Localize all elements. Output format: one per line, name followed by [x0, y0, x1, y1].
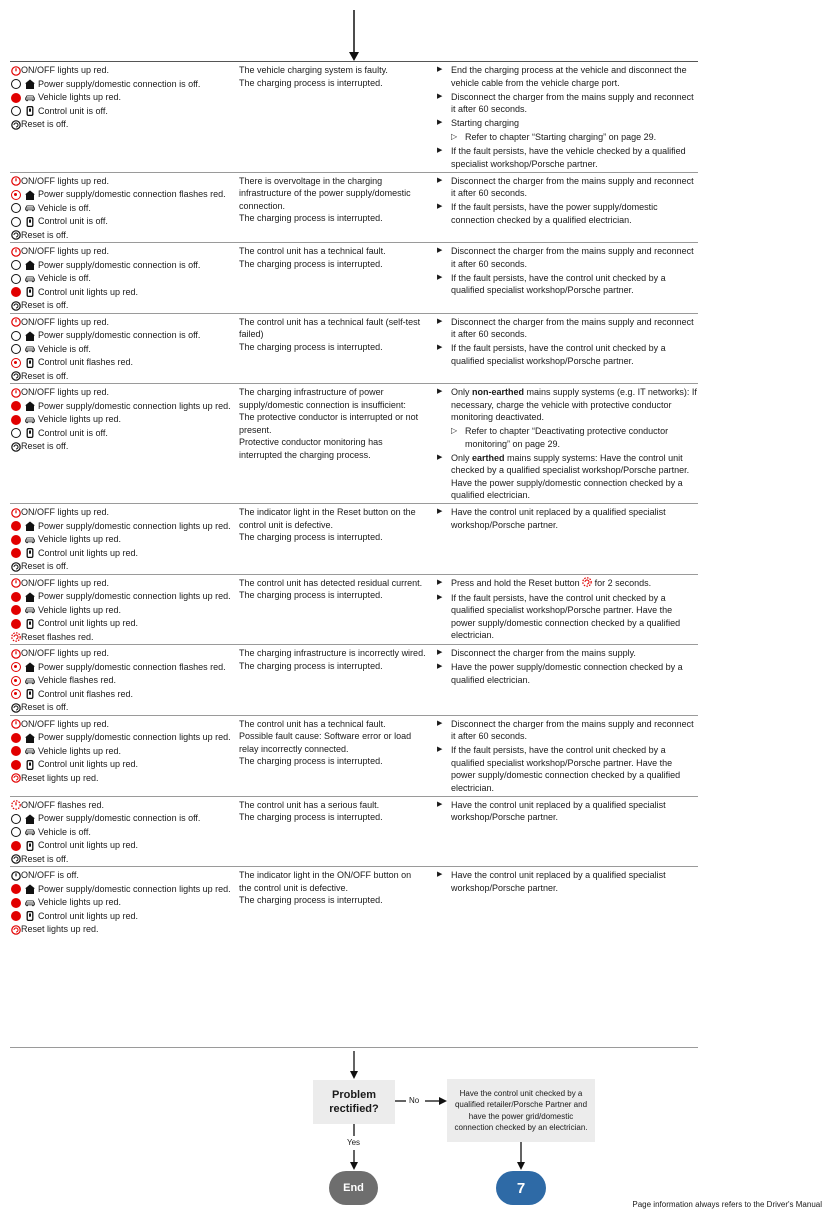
status-text: Vehicle lights up red. — [38, 604, 122, 615]
status-text: ON/OFF is off. — [21, 870, 79, 880]
cause-text: The charging process is interrupted. — [239, 590, 383, 600]
advice-text: Have the control unit checked by a qualified retailer/Porsche Partner and have the power grid/domestic connection checked by an electrician. — [454, 1088, 588, 1132]
cause-text: The charging process is interrupted. — [239, 77, 383, 88]
status-text: Control unit lights up red. — [38, 910, 139, 921]
cause-text: The indicator light in the ON/OFF button on the control unit is defective. — [239, 870, 412, 893]
status-text: Reset is off. — [21, 853, 69, 864]
bullet-arrow-icon: ▶ — [437, 388, 443, 395]
status-text: Vehicle lights up red. — [38, 745, 122, 756]
status-text: Vehicle flashes red. — [38, 675, 117, 685]
action-text-prefix: Only — [451, 452, 473, 463]
bullet-arrow-icon: ▶ — [437, 247, 443, 254]
cause-text: The control unit has a technical fault. — [239, 246, 386, 256]
next-step-link[interactable] — [496, 1171, 546, 1205]
action-text: Disconnect the charger from the mains supply and reconnect it after 60 seconds. — [451, 718, 694, 741]
action-text: If the fault persists, have the power supply/domestic connection checked by a qualified electrician. — [451, 202, 658, 225]
bullet-arrow-icon: ▶ — [437, 871, 443, 878]
status-text: Power supply/domestic connection is off. — [38, 259, 201, 270]
status-text: Power supply/domestic connection flashes red. — [38, 189, 226, 199]
yes-label: Yes — [347, 1138, 361, 1147]
status-text: Reset is off. — [21, 441, 69, 451]
action-text: Starting charging — [451, 118, 520, 128]
status-text: ON/OFF lights up red. — [21, 648, 110, 658]
status-text: Vehicle lights up red. — [38, 414, 122, 424]
bullet-arrow-icon: ▶ — [437, 92, 443, 100]
status-text: Control unit is off. — [38, 216, 108, 226]
status-text: Reset is off. — [21, 370, 69, 381]
action-emphasis: non-earthed — [472, 387, 525, 397]
status-text: ON/OFF lights up red. — [21, 507, 110, 517]
bullet-arrow-icon: ▶ — [437, 578, 443, 586]
bullet-arrow-icon: ▶ — [437, 147, 443, 154]
status-text: Vehicle is off. — [38, 826, 91, 837]
action-text: mains supply systems (e.g. IT networks): If necessary, charge the vehicle with protective conductor monitoring deactivated. — [451, 387, 697, 422]
cause-text: The protective conductor is interrupted or not present. — [239, 412, 419, 435]
decision-box — [313, 1080, 395, 1124]
status-text: Power supply/domestic connection flashes red. — [38, 661, 226, 672]
bullet-arrow-icon: ▶ — [437, 176, 443, 184]
action-text: Refer to chapter “Deactivating protective conductor monitoring” on page 29. — [465, 426, 669, 449]
bullet-arrow-icon: ▶ — [437, 203, 443, 210]
status-text: Vehicle lights up red. — [38, 897, 122, 907]
status-text: Reset is off. — [21, 561, 69, 571]
action-text: Have the control unit replaced by a qualified specialist workshop/Porsche partner. — [451, 507, 666, 530]
cause-text: The charging process is interrupted. — [239, 756, 383, 766]
status-text: Vehicle lights up red. — [38, 534, 122, 544]
status-text: ON/OFF lights up red. — [21, 387, 110, 397]
action-text: Disconnect the charger from the mains supply. — [451, 648, 636, 658]
bullet-arrow-icon: ▶ — [437, 800, 443, 808]
cause-text: The charging process is interrupted. — [239, 660, 383, 671]
status-text: Power supply/domestic connection is off. — [38, 813, 201, 823]
status-text: ON/OFF lights up red. — [21, 316, 110, 327]
action-emphasis: earthed — [472, 452, 505, 463]
status-text: Control unit flashes red. — [38, 357, 134, 367]
status-text: Power supply/domestic connection lights up red. — [38, 520, 231, 531]
status-text: Reset is off. — [21, 119, 69, 129]
action-text: mains supply systems: Have the control unit checked by a qualified specialist workshop/Porsche partner. Have the power supply/domestic connection checked by a qualified electrician. — [451, 452, 690, 500]
cause-text: There is overvoltage in the charging infrastructure of the power supply/domestic connection. — [239, 175, 411, 211]
status-text: Vehicle is off. — [38, 273, 91, 283]
cause-text: The indicator light in the Reset button on the control unit is defective. — [239, 507, 416, 530]
cause-text: The control unit has a serious fault. — [239, 799, 380, 810]
action-text: If the fault persists, have the control unit checked by a qualified specialist workshop/Porsche partner. — [451, 272, 666, 295]
end-label: End — [343, 1182, 364, 1194]
bullet-arrow-icon: ▶ — [437, 119, 443, 126]
action-text: Disconnect the charger from the mains supply and reconnect it after 60 seconds. — [451, 91, 694, 114]
status-text: Control unit flashes red. — [38, 688, 134, 699]
status-text: Power supply/domestic connection lights up red. — [38, 400, 231, 411]
status-text: Power supply/domestic connection lights up red. — [38, 591, 231, 601]
status-text: Power supply/domestic connection is off. — [38, 78, 201, 89]
action-text: for 2 seconds. — [592, 577, 652, 588]
bullet-arrow-icon: ▶ — [437, 746, 443, 753]
action-text: Disconnect the charger from the mains supply and reconnect it after 60 seconds. — [451, 175, 694, 198]
status-text: ON/OFF lights up red. — [21, 175, 110, 186]
bullet-arrow-icon: ▶ — [437, 453, 443, 461]
status-text: Control unit is off. — [38, 105, 108, 116]
action-text: If the fault persists, have the control unit checked by a qualified specialist workshop/Porsche partner. — [451, 343, 666, 366]
action-text: Refer to chapter “Starting charging” on page 29. — [465, 132, 657, 142]
status-text: Vehicle is off. — [38, 343, 91, 354]
cause-text: The charging process is interrupted. — [239, 812, 383, 822]
action-text: Have the power supply/domestic connection checked by a qualified electrician. — [451, 662, 683, 685]
status-text: Reset lights up red. — [21, 924, 99, 934]
bullet-arrow-icon: ▶ — [437, 649, 443, 656]
cause-text: The charging process is interrupted. — [239, 532, 383, 542]
bullet-arrow-icon: ▶ — [437, 663, 443, 670]
status-text: ON/OFF lights up red. — [21, 577, 110, 588]
status-text: ON/OFF flashes red. — [21, 799, 105, 810]
status-text: ON/OFF lights up red. — [21, 65, 110, 75]
cause-text: Possible fault cause: Software error or load relay incorrectly connected. — [239, 731, 412, 754]
cause-text: Protective conductor monitoring has interrupted the charging process. — [239, 437, 383, 460]
cause-text: The control unit has a technical fault (self-test failed) — [239, 316, 421, 339]
status-text: Control unit lights up red. — [38, 618, 139, 628]
step-number: 7 — [516, 1179, 526, 1197]
reference-triangle-icon: ▷ — [451, 426, 458, 435]
cause-text: The charging process is interrupted. — [239, 341, 383, 352]
status-text: Power supply/domestic connection lights up red. — [38, 732, 231, 742]
action-text: Have the control unit replaced by a qualified specialist workshop/Porsche partner. — [451, 870, 666, 893]
cause-text: The charging process is interrupted. — [239, 895, 383, 905]
bullet-arrow-icon: ▶ — [437, 593, 443, 601]
bullet-arrow-icon: ▶ — [437, 344, 443, 351]
bullet-arrow-icon: ▶ — [437, 508, 443, 515]
action-text: Disconnect the charger from the mains supply and reconnect it after 60 seconds. — [451, 246, 694, 269]
status-text: Reset is off. — [21, 702, 69, 712]
decision-text: Problem rectified? — [329, 1089, 379, 1115]
status-text: Power supply/domestic connection lights up red. — [38, 883, 231, 894]
no-label: No — [409, 1096, 420, 1105]
status-text: Power supply/domestic connection is off. — [38, 330, 201, 340]
status-text: Control unit lights up red. — [38, 547, 139, 558]
cause-text: The charging infrastructure of power supply/domestic connection is insufficient: — [239, 387, 406, 410]
cause-text: The control unit has detected residual current. — [239, 577, 423, 588]
action-text: End the charging process at the vehicle and disconnect the vehicle cable from the vehicle charge port. — [451, 65, 687, 88]
status-text: Vehicle lights up red. — [38, 92, 122, 102]
status-text: Control unit lights up red. — [38, 759, 139, 769]
action-text-prefix: Press and hold the Reset button — [451, 577, 583, 588]
bullet-arrow-icon: ▶ — [437, 317, 443, 325]
action-text: If the fault persists, have the control unit checked by a qualified specialist workshop/Porsche partner. Have the power supply/domestic connection checked by a qualified electrician. — [451, 592, 681, 640]
action-text-prefix: Only — [451, 387, 473, 397]
status-text: Control unit is off. — [38, 427, 108, 438]
cause-text: The charging infrastructure is incorrectly wired. — [239, 648, 426, 658]
action-text: If the fault persists, have the vehicle checked by a qualified specialist workshop/Porsche partner. — [451, 146, 686, 169]
status-text: Reset flashes red. — [21, 631, 94, 642]
status-text: Vehicle is off. — [38, 202, 91, 213]
action-text: Disconnect the charger from the mains supply and reconnect it after 60 seconds. — [451, 316, 694, 339]
bullet-arrow-icon: ▶ — [437, 719, 443, 727]
footer-note: Page information always refers to the Driver's Manual — [632, 1200, 822, 1209]
action-text: If the fault persists, have the control unit checked by a qualified specialist workshop/Porsche partner. Have the power supply/domestic connection checked by a qualified electrician. — [451, 745, 681, 793]
status-text: ON/OFF lights up red. — [21, 246, 110, 256]
bullet-arrow-icon: ▶ — [437, 273, 443, 281]
cause-text: The charging process is interrupted. — [239, 258, 383, 269]
status-text: Reset lights up red. — [21, 772, 99, 783]
end-terminal — [329, 1171, 378, 1205]
reference-triangle-icon: ▷ — [451, 132, 458, 141]
status-text: Control unit lights up red. — [38, 840, 139, 850]
cause-text: The vehicle charging system is faulty. — [239, 65, 388, 75]
status-text: ON/OFF lights up red. — [21, 718, 110, 729]
bullet-arrow-icon: ▶ — [437, 66, 443, 73]
cause-text: The charging process is interrupted. — [239, 213, 383, 223]
cause-text: The control unit has a technical fault. — [239, 718, 386, 729]
action-text: Have the control unit replaced by a qualified specialist workshop/Porsche partner. — [451, 799, 666, 822]
advice-box — [447, 1079, 595, 1142]
status-text: Control unit lights up red. — [38, 286, 139, 297]
status-text: Reset is off. — [21, 229, 69, 240]
status-text: Reset is off. — [21, 300, 69, 310]
